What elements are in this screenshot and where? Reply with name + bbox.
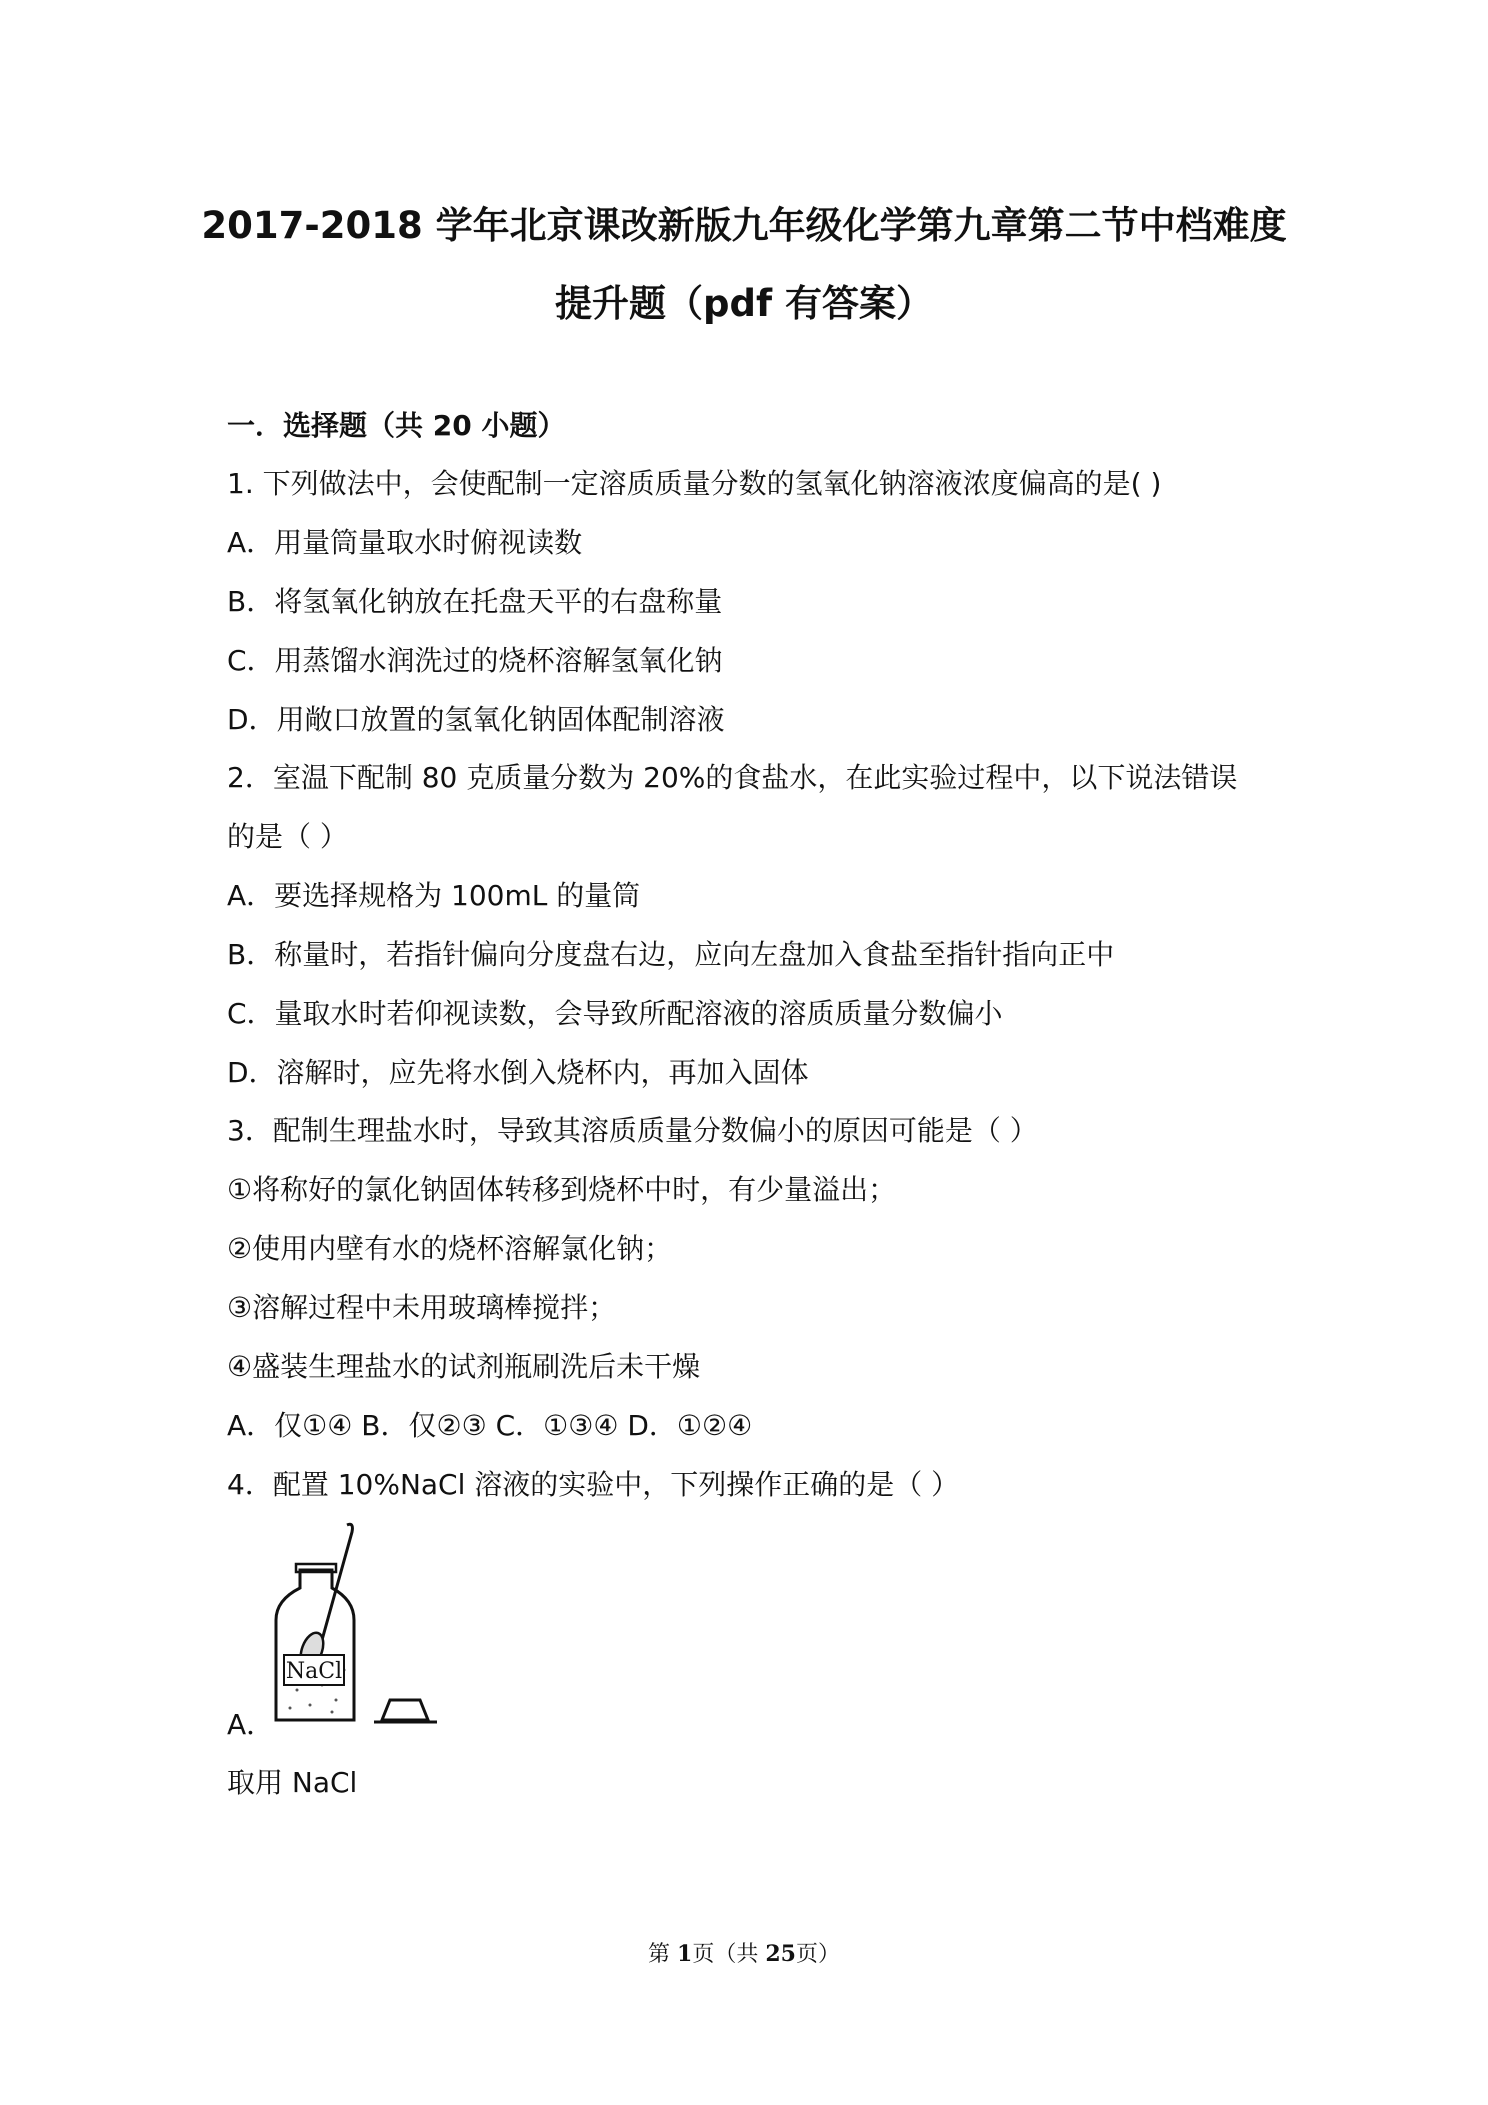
question-2-stem-line-2: 的是（ ） xyxy=(227,820,348,853)
question-3-item-2: ②使用内壁有水的烧杯溶解氯化钠； xyxy=(227,1232,673,1265)
question-1-option-d: D．用敞口放置的氢氧化钠固体配制溶液 xyxy=(227,703,725,736)
question-2-stem-line-1: 2．室温下配制 80 克质量分数为 20%的食盐水，在此实验过程中，以下说法错误 xyxy=(227,761,1238,794)
question-3-item-1: ①将称好的氯化钠固体转移到烧杯中时，有少量溢出； xyxy=(227,1173,897,1206)
question-3-item-3: ③溶解过程中未用玻璃棒搅拌； xyxy=(227,1291,617,1324)
question-1-stem: 1. 下列做法中，会使配制一定溶质质量分数的氢氧化钠溶液浓度偏高的是( ) xyxy=(227,467,1162,500)
question-3-stem: 3．配制生理盐水时，导致其溶质质量分数偏小的原因可能是（ ） xyxy=(227,1114,1038,1147)
question-2-option-c: C．量取水时若仰视读数，会导致所配溶液的溶质质量分数偏小 xyxy=(227,997,1003,1030)
page-footer: 第 1页（共 25页） xyxy=(648,1941,840,1967)
document-title-line-1: 2017-2018 学年北京课改新版九年级化学第九章第二节中档难度 xyxy=(201,204,1287,247)
question-2-option-b: B．称量时，若指针偏向分度盘右边，应向左盘加入食盐至指针指向正中 xyxy=(227,938,1115,971)
question-1-option-c: C．用蒸馏水润洗过的烧杯溶解氢氧化钠 xyxy=(227,644,723,677)
question-2-option-a: A．要选择规格为 100mL 的量筒 xyxy=(227,879,641,912)
page-number: 1 xyxy=(677,1941,693,1967)
question-2-option-d: D．溶解时，应先将水倒入烧杯内，再加入固体 xyxy=(227,1056,809,1089)
nacl-reagent-bottle-figure xyxy=(262,1520,462,1730)
question-3-item-4: ④盛装生理盐水的试剂瓶刷洗后未干燥 xyxy=(227,1350,701,1383)
question-3-options: A．仅①④ B．仅②③ C．①③④ D．①②④ xyxy=(227,1409,753,1442)
question-4-option-a-caption: 取用 NaCl xyxy=(227,1766,358,1799)
page-total: 25 xyxy=(765,1941,796,1967)
bottle-label-text: NaCl xyxy=(285,1659,343,1684)
question-1-option-a: A．用量筒量取水时俯视读数 xyxy=(227,526,583,559)
question-4-option-a-label: A． xyxy=(227,1708,275,1741)
document-title-line-2: 提升题（pdf 有答案） xyxy=(555,282,933,325)
section-heading: 一．选择题（共 20 小题） xyxy=(227,409,566,442)
question-4-stem: 4．配置 10%NaCl 溶液的实验中，下列操作正确的是（ ） xyxy=(227,1468,960,1501)
question-1-option-b: B．将氢氧化钠放在托盘天平的右盘称量 xyxy=(227,585,723,618)
